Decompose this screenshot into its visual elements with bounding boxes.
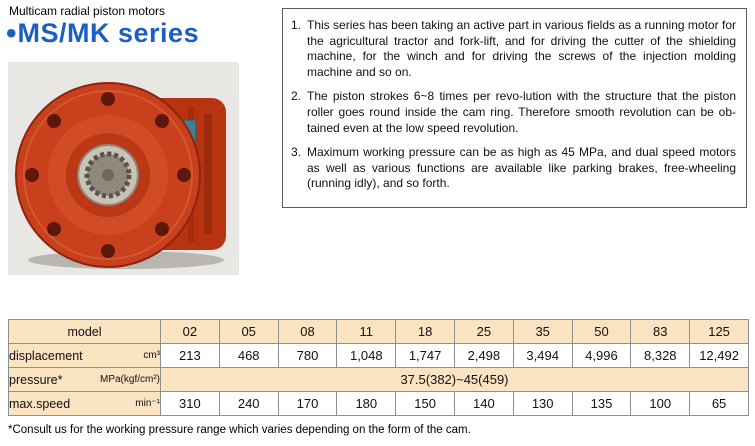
max-speed-cell: 135 [572, 392, 631, 416]
page-kicker: Multicam radial piston motors [9, 4, 166, 18]
model-row [9, 320, 749, 344]
max-speed-cell: 180 [337, 392, 396, 416]
displacement-cell: 213 [161, 344, 220, 368]
motor-image [8, 62, 239, 275]
displacement-cell: 2,498 [454, 344, 513, 368]
item-number: 2. [291, 89, 302, 104]
model-header-label: model [67, 324, 102, 339]
max-speed-cell: 140 [454, 392, 513, 416]
displacement-cell: 3,494 [513, 344, 572, 368]
spec-table [8, 319, 749, 416]
max-speed-label-cell [9, 392, 161, 416]
max-speed-cell: 170 [278, 392, 337, 416]
model-cell: 125 [690, 320, 749, 344]
item-number: 1. [291, 18, 302, 32]
item-text: Maximum working pressure can be as high as 45 MPa, and dual speed motors as well as various functions are available like parking brakes, free-wheeling (running idly), and so forth. [307, 145, 736, 191]
model-header-cell [9, 320, 161, 344]
model-cell: 05 [219, 320, 278, 344]
max-speed-cell: 310 [161, 392, 220, 416]
max-speed-label: max.speed [9, 396, 71, 411]
series-title: MS/MK series [17, 18, 200, 48]
displacement-cell: 12,492 [690, 344, 749, 368]
max-speed-row [9, 392, 749, 416]
displacement-unit: cm³ [143, 350, 160, 361]
model-cell: 50 [572, 320, 631, 344]
model-cell: 11 [337, 320, 396, 344]
spec-table-wrap [8, 319, 748, 416]
model-cell: 83 [631, 320, 690, 344]
model-cell: 25 [454, 320, 513, 344]
pressure-label: pressure* [9, 372, 63, 387]
model-cell: 02 [161, 320, 220, 344]
displacement-cell: 780 [278, 344, 337, 368]
pressure-row [9, 368, 749, 392]
model-cell: 35 [513, 320, 572, 344]
displacement-row [9, 344, 749, 368]
pressure-label-cell [9, 368, 161, 392]
series-heading [6, 18, 199, 49]
displacement-cell: 468 [219, 344, 278, 368]
displacement-cell: 4,996 [572, 344, 631, 368]
item-number: 3. [291, 145, 302, 160]
displacement-cell: 1,747 [396, 344, 455, 368]
product-photo [8, 62, 239, 275]
displacement-label-cell [9, 344, 161, 368]
description-item [291, 89, 736, 136]
model-cell: 08 [278, 320, 337, 344]
footnote: *Consult us for the working pressure range which varies depending on the form of the cam. [8, 424, 471, 436]
model-cell: 18 [396, 320, 455, 344]
max-speed-cell: 240 [219, 392, 278, 416]
description-item [291, 145, 736, 192]
description-box [282, 8, 747, 208]
displacement-cell: 1,048 [337, 344, 396, 368]
pressure-unit: MPa(kgf/cm²) [100, 374, 160, 385]
max-speed-cell: 65 [690, 392, 749, 416]
item-text: The piston strokes 6~8 times per revo-lution with the structure that the piston roller goes round inside the cam ring. Therefore smooth revolution can be ob-tained even at the low speed revolution. [307, 89, 736, 135]
max-speed-unit: min⁻¹ [135, 398, 160, 409]
max-speed-cell: 130 [513, 392, 572, 416]
bullet-icon: • [6, 16, 17, 50]
pressure-value-cell: 37.5(382)~45(459) [161, 368, 749, 392]
item-text: This series has been taking an active part in various fields as a running motor for the agricultural tractor and fork-lift, and for driving the cutter of the shielding machine, for the winch and for driving the screws of the injection molding machine and so on. [307, 18, 736, 79]
max-speed-cell: 100 [631, 392, 690, 416]
description-item [291, 18, 736, 80]
displacement-cell: 8,328 [631, 344, 690, 368]
displacement-label: displacement [9, 348, 83, 363]
max-speed-cell: 150 [396, 392, 455, 416]
